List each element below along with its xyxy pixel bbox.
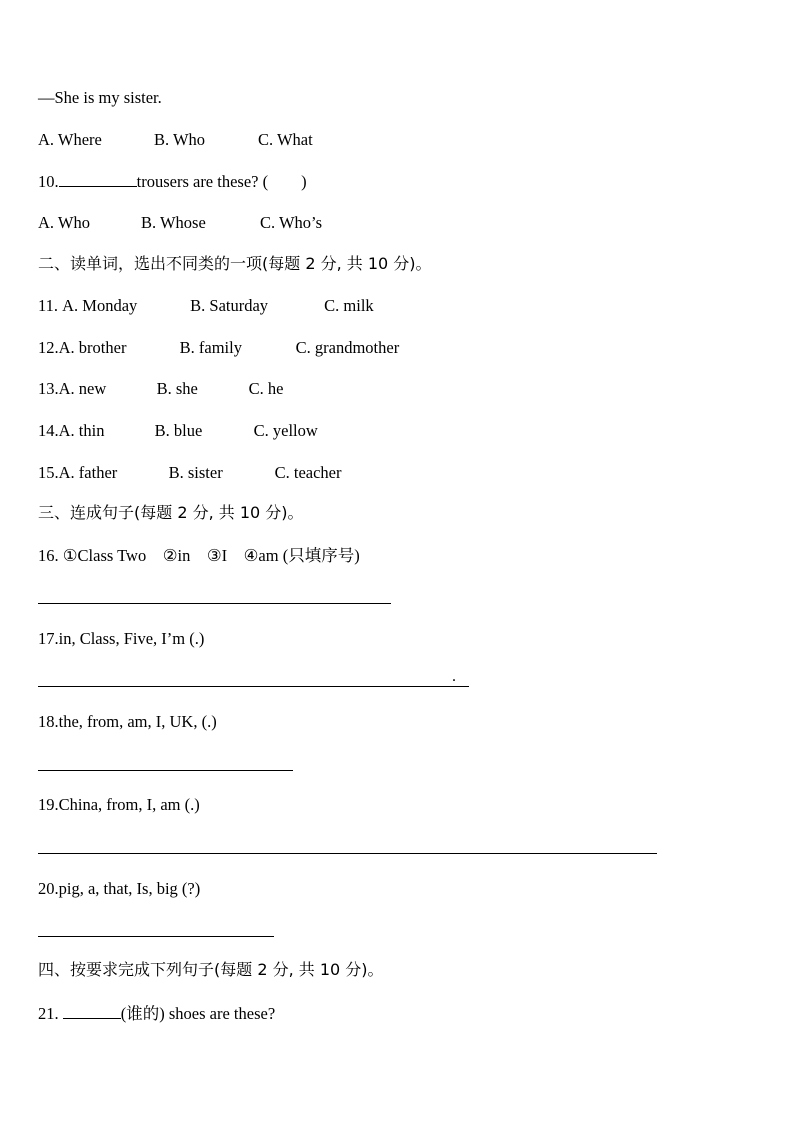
q10-number: 10. (38, 172, 59, 191)
q11 (38, 296, 374, 316)
q13 (38, 379, 283, 399)
q19-prompt: 19.China, from, I, am (.) (38, 795, 200, 814)
section2-title: 二、读单词，选出不同类的一项(每题 2 分, 共 10 分)。 (38, 254, 432, 273)
q14 (38, 421, 318, 441)
q17-prompt: 17.in, Class, Five, I’m (.) (38, 629, 205, 648)
q12 (38, 338, 399, 358)
q11-option-b: B. Saturday (190, 296, 269, 315)
q15-option-a: A. father (58, 463, 118, 482)
q12-option-a: A. brother (58, 338, 127, 357)
section4-title: 四、按要求完成下列句子(每题 2 分, 共 10 分)。 (38, 960, 384, 979)
q12-option-c: C. grandmother (295, 338, 400, 357)
q14-option-a: A. thin (58, 421, 105, 440)
q10-answer-blank[interactable] (59, 171, 137, 187)
q14-option-c: C. yellow (253, 421, 318, 440)
q16-prompt: 16. ①Class Two ②in ③I ④am (只填序号) (38, 546, 360, 565)
q11-option-a: A. Monday (62, 296, 138, 315)
section3-title: 三、连成句子(每题 2 分, 共 10 分)。 (38, 503, 304, 522)
q13-option-b: B. she (156, 379, 198, 398)
q10-option-b: B. Whose (141, 213, 206, 232)
q13-option-c: C. he (248, 379, 284, 398)
q10-options (38, 213, 322, 233)
q13-number: 13. (38, 379, 59, 398)
q10-question (38, 171, 307, 192)
q15-option-b: B. sister (168, 463, 223, 482)
q9-option-a: A. Where (38, 130, 102, 149)
q9-option-c: C. What (258, 130, 313, 149)
q18-answer-line[interactable] (38, 770, 293, 771)
q11-option-c: C. milk (324, 296, 374, 315)
q10-text: trousers are these? ( ) (136, 172, 307, 191)
q21-answer-blank[interactable] (63, 1003, 121, 1019)
q20-answer-line[interactable] (38, 936, 274, 937)
q15-option-c: C. teacher (274, 463, 342, 482)
q13-option-a: A. new (58, 379, 107, 398)
q10-option-a: A. Who (38, 213, 90, 232)
q9-option-b: B. Who (154, 130, 206, 149)
q15 (38, 463, 342, 483)
q21-question (38, 1003, 275, 1024)
q11-number: 11. (38, 296, 63, 315)
q15-number: 15. (38, 463, 59, 482)
q19-answer-line[interactable] (38, 853, 657, 854)
q21-text: (谁的) shoes are these? (120, 1004, 276, 1023)
q17-end-mark: . (452, 668, 456, 685)
q10-option-c: C. Who’s (260, 213, 323, 232)
q14-option-b: B. blue (154, 421, 203, 440)
q21-number: 21. (38, 1004, 63, 1023)
q16-answer-line[interactable] (38, 603, 391, 604)
q12-option-b: B. family (179, 338, 242, 357)
q18-prompt: 18.the, from, am, I, UK, (.) (38, 712, 217, 731)
q9-answer-line: —She is my sister. (38, 88, 162, 107)
q14-number: 14. (38, 421, 59, 440)
q9-options (38, 130, 313, 150)
q20-prompt: 20.pig, a, that, Is, big (?) (38, 879, 201, 898)
q12-number: 12. (38, 338, 59, 357)
q17-answer-line[interactable] (38, 686, 469, 687)
